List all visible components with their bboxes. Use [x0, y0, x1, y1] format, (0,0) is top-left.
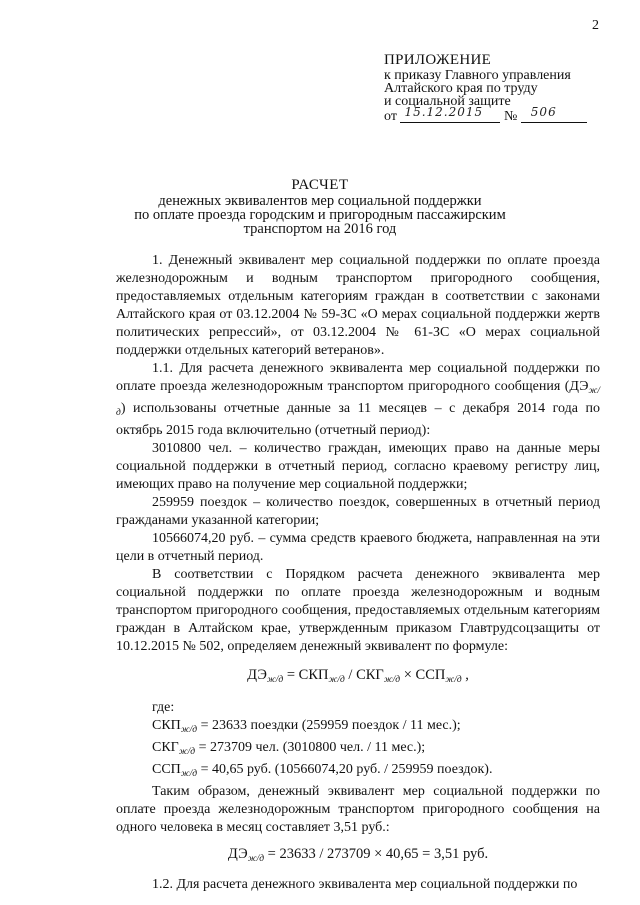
formula-term: СКГ — [356, 667, 384, 683]
subtitle-line: денежных эквивалентов мер социальной поддержки — [158, 193, 482, 209]
subscript: ж/д — [180, 725, 198, 735]
paragraph-budget: 10566074,20 руб. – сумма средств краевого бюджета, направленная на эти цели в отчетный период. — [116, 531, 600, 564]
appendix-line: Алтайского края по труду — [384, 81, 538, 96]
subscript: ж/д — [116, 386, 600, 418]
subscript: ж/д — [180, 769, 198, 779]
number-field — [521, 105, 587, 123]
paragraph-citizens: 3010800 чел. – количество граждан, имеющих право на данные меры социальной поддержки в отчетный период, согласно краевому регистру лиц, имеющих право на получение мер социальной поддержки; — [116, 441, 600, 492]
definition-ssp — [116, 761, 600, 783]
def-text: = 273709 чел. (3010800 чел. / 11 мес.); — [195, 740, 426, 755]
subscript: ж/д — [178, 747, 196, 757]
number-prefix: № — [503, 109, 518, 124]
formula-term: СКП — [298, 667, 329, 683]
date-field — [400, 105, 500, 123]
def-text: = 23633 поездки (259959 поездок / 11 мес.); — [197, 718, 461, 733]
subscript: ж/д — [445, 675, 462, 685]
handwritten-date: 15.12.2015 — [404, 105, 484, 119]
formula-term: ДЭ — [247, 667, 267, 683]
paragraph-text: 1.1. Для расчета денежного эквивалента мер социальной поддержки по оплате проезда железнодорожным транспортом пригородного сообщения (ДЭ — [116, 361, 600, 394]
formula-text: = 23633 / 273709 × 40,65 = 3,51 руб. — [264, 846, 489, 862]
paragraph-1-1 — [116, 360, 600, 440]
formula-term: ДЭ — [227, 846, 248, 862]
document-body — [116, 252, 600, 894]
formula-op: × — [400, 667, 416, 683]
def-term: ССП — [152, 762, 181, 777]
formula-op: = — [283, 667, 299, 683]
subscript: ж/д — [247, 854, 265, 864]
handwritten-number: 506 — [530, 105, 557, 119]
subscript: ж/д — [383, 675, 401, 685]
appendix-line: и социальной защите — [384, 94, 511, 109]
appendix-block — [384, 54, 624, 123]
paragraph-trips: 259959 поездок – количество поездок, совершенных в отчетный период гражданами указанной категории; — [116, 495, 600, 528]
appendix-heading: ПРИЛОЖЕНИЕ — [384, 52, 492, 68]
page-number: 2 — [592, 18, 599, 33]
document-title: РАСЧЕТ — [291, 177, 349, 193]
subtitle-line: транспортом на 2016 год — [243, 221, 397, 237]
formula-term: ССП — [415, 667, 446, 683]
document-subtitle — [100, 194, 540, 236]
paragraph-1: 1. Денежный эквивалент мер социальной поддержки по оплате проезда железнодорожным и водным транспортом пригородного сообщения, предоставляемых отдельным категориям граждан в соответствии с законами Алтайского края от 03.12.2004 № 59-ЗС «О мерах социальной поддержки жертв политических репрессий», от 03.12.2004 № 61-ЗС «О мерах социальной поддержки отдельных категорий ветеранов». — [116, 253, 600, 358]
appendix-date-line — [384, 105, 624, 124]
definition-skg — [116, 739, 600, 761]
paragraph-procedure: В соответствии с Порядком расчета денежного эквивалента мер социальной поддержки по оплате проезда железнодорожным и водным транспортом пригородного сообщения, предоставляемых отдельным категориям граждан в Алтайском крае, утвержденным приказом Главтрудсоцзащиты от 10.12.2015 № 502, определяем денежный эквивалент по формуле: — [116, 567, 600, 654]
def-term: СКП — [152, 718, 181, 733]
appendix-line: к приказу Главного управления — [384, 68, 571, 83]
formula-op: / — [344, 667, 357, 683]
paragraph-text: ) использованы отчетные данные за 11 месяцев – с декабря 2014 года по октябрь 2015 года включительно (отчетный период): — [116, 401, 600, 438]
result-formula — [116, 845, 600, 868]
main-formula — [116, 666, 600, 689]
def-term: СКГ — [152, 740, 179, 755]
formula-op: , — [461, 667, 469, 683]
definition-skp — [116, 717, 600, 739]
where-label: где: — [152, 700, 175, 715]
date-prefix: от — [384, 109, 397, 124]
subscript: ж/д — [266, 675, 284, 685]
def-text: = 40,65 руб. (10566074,20 руб. / 259959 поездок). — [197, 762, 493, 777]
paragraph-conclusion: Таким образом, денежный эквивалент мер социальной поддержки по оплате проезда железнодорожным транспортом пригородного сообщения на одного человека в месяц составляет 3,51 руб.: — [116, 784, 600, 835]
paragraph-1-2: 1.2. Для расчета денежного эквивалента мер социальной поддержки по — [152, 877, 578, 892]
subtitle-line: по оплате проезда городским и пригородным пассажирским — [134, 207, 506, 223]
subscript: ж/д — [328, 675, 345, 685]
